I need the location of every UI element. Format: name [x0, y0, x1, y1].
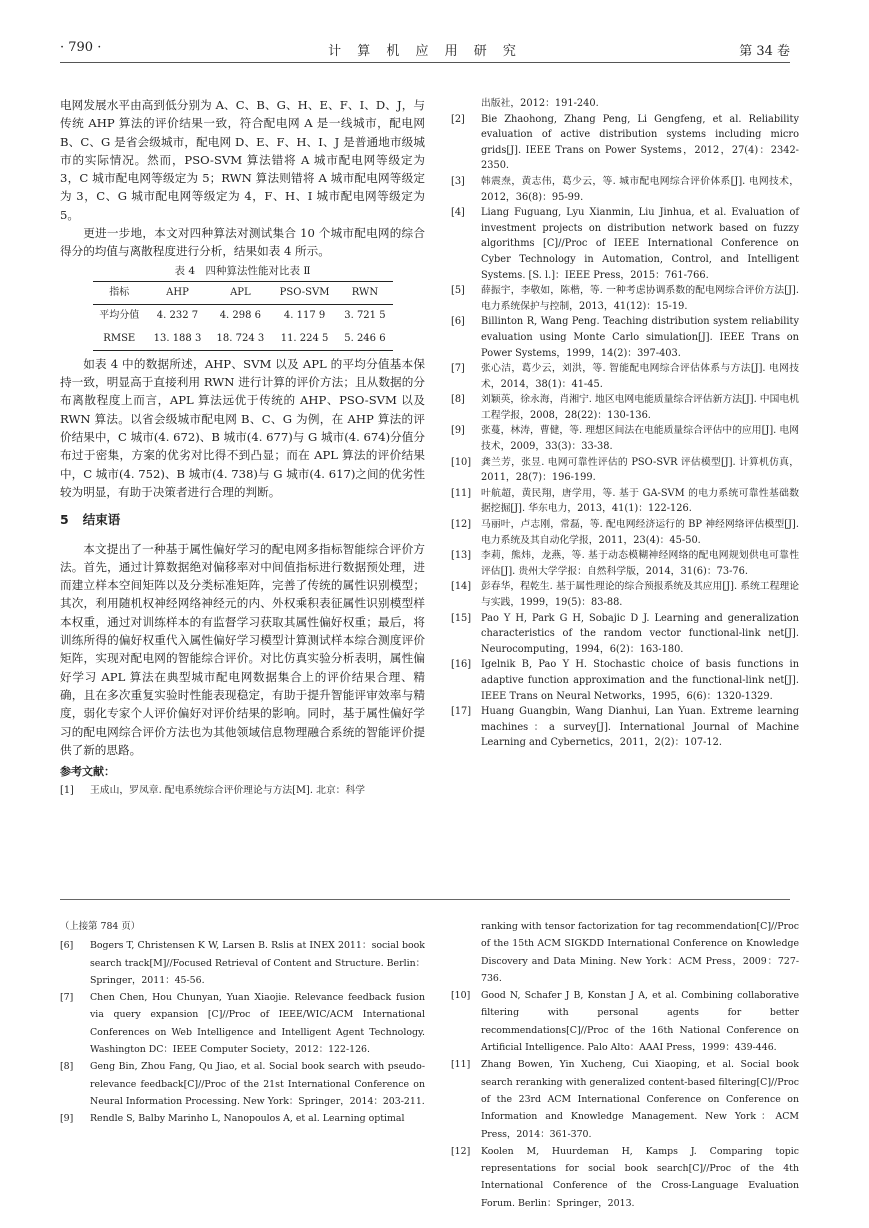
paragraph: 本文提出了一种基于属性偏好学习的配电网多指标智能综合评价方法。首先，通过计算数据绝对偏移率对中间值指标进行数据预处理，进而建立样本空间矩阵以及分类标准矩阵，完善了传统的属性识别模型；其次，利用随机权神经网络神经元的内、外权乘积表征属性识别模型样本权重，通过对训练样本的有监督学习获取其属性偏好权重；最后，将训练所得的偏好权重代入属性偏好学习模型计算测试样本综合测度评价矩阵，实现对配电网的智能综合评价。对比仿真实验分析表明，属性偏好学习 APL 算法在典型城市配电网数据集合上的评价结果合理、精确，且在多次重复实验时性能表现稳定，有助于提升智能评审效率与精度，弱化专家个人评价偏好对评价结果的影响。同时，基于属性偏好学习的配电网综合评价方法也为其他领域信息物理融合系统的智能评价提供了新的思路。 — [60, 541, 425, 757]
table-header-cell: 指标 — [93, 281, 147, 304]
reference-text: 张心洁，葛少云，刘洪，等. 智能配电网综合评估体系与方法[J]. 电网技术，2014，38(1)：41-45. — [481, 363, 799, 390]
reference-number: [17] — [451, 706, 472, 718]
reference-item — [451, 611, 799, 658]
reference-number: [13] — [451, 550, 472, 562]
reference-item — [451, 987, 799, 1056]
reference-number: [7] — [451, 363, 465, 375]
paragraph: 更进一步地，本文对四种算法对测试集合 10 个城市配电网的综合得分的均值与离散程度进行分析，结果如表 4 所示。 — [60, 226, 425, 259]
table-row — [93, 328, 393, 351]
reference-item — [451, 517, 799, 548]
continued-note: （上接第 784 页） — [60, 921, 141, 932]
table-row — [93, 305, 393, 328]
reference-text: ranking with tensor factorization for tag recommendation[C]//Proc of the 15th ACM SIGKDD International Conference on Knowledge Discovery and Data Mining. New York：ACM Press，2009：727-736. — [481, 921, 799, 984]
reference-item — [451, 112, 799, 174]
reference-item — [451, 918, 799, 987]
reference-number: [11] — [451, 487, 472, 499]
reference-text: 张蔓，林涛，曹健，等. 理想区间法在电能质量综合评估中的应用[J]. 电网技术，2009，33(3)：33-38. — [481, 425, 799, 453]
table-cell: 4. 232 7 — [156, 310, 199, 322]
reference-item — [451, 205, 799, 283]
reference-item — [451, 423, 799, 454]
reference-number: [8] — [60, 1061, 74, 1073]
reference-number: [12] — [451, 519, 472, 531]
reference-number: [12] — [451, 1145, 471, 1157]
reference-item — [451, 314, 799, 361]
reference-item — [60, 989, 425, 1058]
reference-text: Huang Guangbin, Wang Dianhui, Lan Yuan. Extreme learning machines：a survey[J]. International Journal of Machine Learning and Cybernetics，2011，2(2)：107-12. — [481, 706, 799, 749]
table-cell: 5. 246 6 — [337, 328, 392, 351]
table-cell: 4. 117 9 — [283, 310, 326, 322]
reference-text: 出版社，2012：191-240. — [481, 98, 599, 109]
divider — [60, 899, 790, 900]
reference-text: Geng Bin, Zhou Fang, Qu Jiao, et al. Social book search with pseudo-relevance feedback[C]//Proc of the 21st International Conference on Neural Information Processing. New York：Springer，2014：203-211. — [90, 1061, 425, 1107]
reference-text: 韩震焘，黄志伟，葛少云，等. 城市配电网综合评价体系[J]. 电网技术，2012，36(8)：95-99. — [481, 175, 799, 203]
reference-item — [60, 937, 425, 989]
reference-number: [10] — [451, 456, 472, 468]
section-number: 5 — [60, 512, 69, 528]
reference-item — [451, 96, 799, 112]
reference-text: Igelnik B, Pao Y H. Stochastic choice of basis functions in adaptive function approximation and the functional-link net[J]. IEEE Trans on Neural Networks，1995，6(6)：1320-1329. — [481, 659, 799, 702]
reference-item — [451, 657, 799, 704]
reference-item — [60, 1058, 425, 1110]
section-heading — [60, 511, 425, 529]
reference-number: [7] — [60, 992, 74, 1004]
table-caption: 表 4 四种算法性能对比表 Ⅱ — [174, 264, 311, 277]
reference-item — [451, 1143, 799, 1212]
reference-text: Zhang Bowen, Yin Xucheng, Cui Xiaoping, et al. Social book search reranking with generalized content-based filtering[C]//Proc of the 23rd ACM International Conference on Conference on Information and Knowledge Management. New York：ACM Press，2014：361-370. — [481, 1059, 799, 1140]
reference-number: [4] — [451, 207, 465, 219]
reference-text: 薛振宇，李敬如，陈楷，等. 一种考虑协调系数的配电网综合评价方法[J]. 电力系统保护与控制，2013，41(12)：15-19. — [481, 285, 799, 312]
reference-number: [1] — [60, 785, 74, 797]
reference-number: [5] — [451, 285, 465, 297]
reference-text: 叶航超，黄民翔，唐学用，等. 基于 GA-SVM 的电力系统可靠性基础数据挖掘[J]. 华东电力，2013，41(1)：122-126. — [481, 487, 799, 515]
reference-item — [451, 283, 799, 314]
table-header-row — [93, 281, 393, 304]
reference-text: 王成山，罗凤章. 配电系统综合评价理论与方法[M]. 北京：科学 — [90, 785, 366, 797]
table-header-cell: PSO-SVM — [272, 281, 337, 304]
reference-text: 李莉，熊炜，龙燕，等. 基于动态模糊神经网络的配电网规划供电可靠性评估[J]. 贵州大学学报：自然科学版，2014，31(6)：73-76. — [481, 550, 799, 577]
paragraph: 如表 4 中的数据所述，AHP、SVM 以及 APL 的平均分值基本保持一致，明显高于直接利用 RWN 进行计算的评价方法；且从数据的分布离散程度上而言，APL 算法远优于传统的 AHP、PSO-SVM 以及 RWN 算法。以省会级城市配电网 B、C、G 为例，在 AHP 算法的评价结果中，C 城市(4. 672)、B 城市(4. 677)与 G 城市(4. 674)分值分布过于密集，方案的优劣对比得不到凸显；而在 APL 算法的评价结果中，C 城市(4. 752)、B 城市(4. 738)与 G 城市(4. 617)之间的优劣性较为明显，有助于决策者进行合理的判断。 — [60, 356, 425, 499]
reference-item — [451, 392, 799, 423]
right-column-references — [451, 96, 799, 751]
table-cell: 11. 224 5 — [272, 328, 337, 351]
reference-item — [451, 361, 799, 392]
table-cell: 3. 721 5 — [344, 310, 386, 322]
reference-item — [60, 1110, 425, 1127]
journal-title: 计 算 机 应 用 研 究 — [328, 44, 522, 59]
table-cell: 18. 724 3 — [209, 328, 272, 351]
reference-text: Bogers T, Christensen K W, Larsen B. Rslis at INEX 2011：social book search track[M]//Focused Retrieval of Content and Structure. Berlin：Springer，2011：45-56. — [90, 940, 425, 986]
reference-text: Rendle S, Balby Marinho L, Nanopoulos A, et al. Learning optimal — [90, 1113, 405, 1125]
reference-item — [451, 486, 799, 517]
reference-number: [10] — [451, 990, 471, 1002]
reference-number: [2] — [451, 113, 465, 125]
reference-number: [11] — [451, 1059, 471, 1071]
reference-text: Liang Fuguang, Lyu Xianmin, Liu Jinhua, et al. Evaluation of investment projects on distribution network based on fuzzy algorithms [C]//Proc of IEEE International Conference on Cyber Technology in Automation, Control, and Intelligent Systems. [S. l.]：IEEE Press，2015：761-766. — [481, 207, 799, 281]
reference-number: [6] — [60, 940, 74, 952]
paragraph: 电网发展水平由高到低分别为 A、C、B、G、H、E、F、I、D、J，与传统 AHP 算法的评价结果一致，符合配电网 A 是一线城市，配电网 B、C、G 是省会级城市，配电网 D、E、F、H、I、J 是普通地市级城市的实际情况。然而，PSO-SVM 算法错将 A 城市配电网等级定为 3，C 城市配电网等级定为 5；RWN 算法则错将 A 城市配电网等级定为 3，C、G 城市配电网等级定为 4，F、H、I 城市配电网等级定为 5。 — [60, 98, 425, 222]
reference-item — [451, 1056, 799, 1142]
reference-text: 龚兰芳，张昱. 电网可靠性评估的 PSO-SVR 评估模型[J]. 计算机仿真，2011，28(7)：196-199. — [481, 456, 799, 484]
reference-item — [60, 783, 425, 799]
running-header — [60, 40, 790, 63]
table-cell: 13. 188 3 — [146, 328, 209, 351]
reference-item — [451, 548, 799, 579]
comparison-table — [93, 281, 393, 351]
table-cell: RMSE — [93, 328, 147, 351]
reference-text: 彭春华，程乾生. 基于属性理论的综合预报系统及其应用[J]. 系统工程理论与实践，1999，19(5)：83-88. — [481, 581, 799, 608]
reference-number: [16] — [451, 659, 472, 671]
reference-number: [14] — [451, 581, 472, 593]
table-header-cell: AHP — [146, 281, 209, 304]
volume-label: 第 34 卷 — [739, 44, 790, 59]
section-title: 结束语 — [82, 512, 121, 528]
reference-text: Bie Zhaohong, Zhang Peng, Li Gengfeng, et al. Reliability evaluation of active distribution systems including micro grids[J]. IEEE Trans on Power Systems，2012，27(4)：2342-2350. — [481, 113, 799, 172]
reference-item — [451, 174, 799, 205]
reference-text: 刘颖英，徐永海，肖湘宁. 地区电网电能质量综合评估新方法[J]. 中国电机工程学报，2008，28(22)：130-136. — [481, 394, 799, 421]
reference-number: [9] — [451, 425, 465, 437]
table-header-cell: RWN — [337, 281, 392, 304]
table-cell: 平均分值 — [99, 310, 140, 322]
reference-text: Chen Chen, Hou Chunyan, Yuan Xiaojie. Relevance feedback fusion via query expansion [C]//Proc of IEEE/WIC/ACM International Conferences on Web Intelligence and Intelligent Agent Technology. Washington DC：IEEE Computer Society，2012：122-126. — [90, 992, 425, 1056]
reference-item — [451, 704, 799, 751]
reference-text: Good N, Schafer J B, Konstan J A, et al. Combining collaborative filtering with personal agents for better recommendations[C]//Proc of the 16th National Conference on Artificial Intelligence. Palo Alto：AAAI Press，1999：439-446. — [481, 990, 799, 1054]
reference-number: [9] — [60, 1113, 74, 1125]
reference-number: [8] — [451, 394, 465, 406]
reference-text: 马丽叶，卢志刚，常磊，等. 配电网经济运行的 BP 神经网络评估模型[J]. 电力系统及其自动化学报，2011，23(4)：45-50. — [481, 519, 799, 546]
reference-number: [3] — [451, 175, 465, 187]
reference-text: Billinton R, Wang Peng. Teaching distribution system reliability evaluation using Monte Carlo simulation[J]. IEEE Trans on Power Systems，1999，14(2)：397-403. — [481, 316, 799, 359]
reference-text: Pao Y H, Park G H, Sobajic D J. Learning and generalization characteristics of the random vector functional-link net[J]. Neurocomputing，1994，6(2)：163-180. — [481, 612, 799, 655]
table-cell: 4. 298 6 — [219, 310, 262, 322]
table-header-cell: APL — [209, 281, 272, 304]
continued-references-right — [451, 918, 799, 1212]
reference-item — [451, 579, 799, 610]
reference-text: Koolen M, Huurdeman H, Kamps J. Comparing topic representations for social book search[C]//Proc of the 4th International Conference of the Cross-Language Evaluation Forum. Berlin：Springer，2013. — [481, 1145, 799, 1209]
reference-number: [6] — [451, 316, 465, 328]
continued-references-left — [60, 918, 425, 1128]
reference-item — [451, 455, 799, 486]
reference-number: [15] — [451, 612, 472, 624]
left-column — [60, 96, 425, 799]
page-number: · 790 · — [60, 40, 102, 55]
references-heading: 参考文献： — [60, 765, 115, 779]
